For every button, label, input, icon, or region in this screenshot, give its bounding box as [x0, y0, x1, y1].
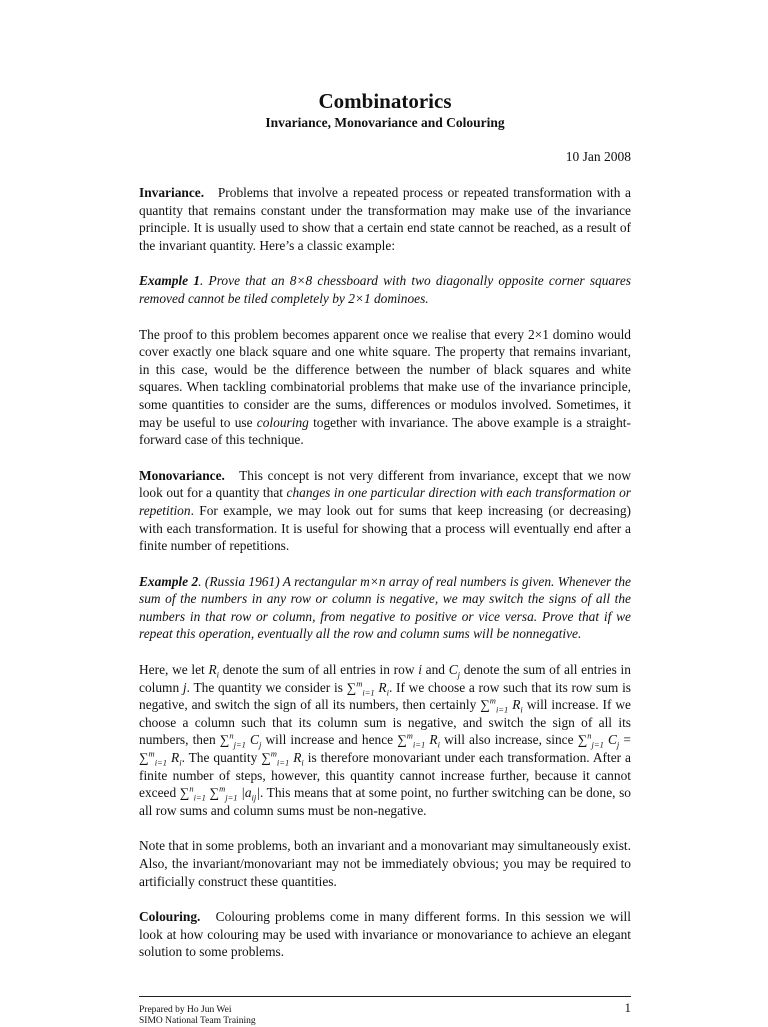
example-1-label: Example 1: [139, 273, 200, 289]
proof-2-paragraph: Here, we let $R_i$ denote the sum of all entries in row i and $C_j$ denote the sum of all entries in column j. The quantity we consider is ∑$^m_{i=1}$ $R_i$. If we choose a row such that its row sum is negative, and switch the sign of all its numbers, then certainly ∑$^m_{i=1}$ $R_i$ will increase. If we choose a column such that its column sum is negative, and switch the sign of all its numbers, then ∑$^n_{j=1}$ $C_j$ will increase and hence ∑$^m_{i=1}$ $R_i$ will also increase, since ∑$^n_{j=1}$ $C_j = \sum^m_{i=1}$ $R_i$. The quantity ∑$^m_{i=1}$ $R_i$ is therefore monovariant under each transformation. After a finite number of steps, however, this quantity cannot increase further, because it cannot exceed ∑$^n_{i=1}$ ∑$^m_{j=1}$ $|a_{ij}|$. This means that at some point, no further switching can be done, so all row sums and column sums must be non-negative.: [139, 662, 631, 818]
monovariance-text-b: . For example, we may look out for sums that keep increasing (or decreasing) with each transformation. It is useful for showing that a process will eventually end after a finite number of repetitions.: [139, 502, 631, 554]
invariance-text: Problems that involve a repeated process or repeated transformation with a quantity that remains constant under the transformation may make use of the invariance principle. It is usually used to show that a certain end state cannot be reached, as a result of the invariant quantity. Here’s a classic example:: [139, 185, 631, 253]
invariance-paragraph: [139, 184, 631, 254]
monovariance-text-a: This concept is not very different from invariance, except that we now look out for a quantity that: [139, 467, 631, 501]
colouring-heading: Colouring.: [139, 909, 201, 925]
note-paragraph: Note that in some problems, both an invariant and a monovariant may simultaneously exist. Also, the invariant/monovariant may not be immediately obvious; you may be required to artificially construct these quantities.: [139, 838, 631, 889]
page-footer: [139, 996, 631, 1027]
document-date: 10 Jan 2008: [565, 149, 631, 164]
proof-1-emphasis: colouring: [256, 414, 309, 430]
proof-1-text-a: The proof to this problem becomes apparent once we realise that every 2×1 domino would cover exactly one black square and one white square. The property that remains invariant, in this case, would be the difference between the number of black squares and white squares. When tackling combinatorial problems that make use of the invariance principle, some quantities to consider are the sums, differences or modulos involved. Sometimes, it may be useful to use: [139, 326, 631, 430]
monovariance-emphasis: changes in one particular direction with each transformation or repetition: [139, 485, 631, 518]
page-number: 1: [624, 1000, 631, 1015]
example-2: Example 2. (Russia 1961) A rectangular m×n array of real numbers is given. Whenever the sum of the numbers in any row or column is negative, we may switch the signs of all the numbers in that row or column, from negative to positive or vice versa. Prove that if we repeat this operation, eventually all the row and column sums will be nonnegative.: [139, 573, 631, 642]
footer-program: SIMO National Team Training: [139, 1016, 256, 1026]
example-1: Example 1. Prove that an 8×8 chessboard with two diagonally opposite corner squares removed cannot be tiled completely by 2×1 dominoes.: [139, 273, 631, 306]
monovariance-paragraph: [139, 467, 631, 555]
example-2-label: Example 2: [139, 573, 199, 589]
proof-1-paragraph: [139, 326, 631, 449]
page-subtitle: Invariance, Monovariance and Colouring: [265, 115, 505, 130]
invariance-heading: Invariance.: [139, 185, 205, 200]
monovariance-heading: Monovariance.: [139, 467, 225, 483]
proof-1-text-b: together with invariance. The above example is a straight-forward case of this technique.: [139, 414, 631, 448]
page-title: Combinatorics: [318, 89, 452, 113]
footer-author: Prepared by Ho Jun Wei: [139, 1005, 232, 1015]
document-page: [139, 88, 631, 961]
example-2-text: (Russia 1961) A rectangular m×n array of real numbers is given. Whenever the sum of the numbers in any row or column is negative, we may switch the signs of all the numbers in that row or column, from negative to positive or vice versa. Prove that if we repeat this operation, eventually all the row and column sums will be nonnegative.: [139, 573, 631, 642]
colouring-paragraph: [139, 908, 631, 961]
example-1-text: Prove that an 8×8 chessboard with two diagonally opposite corner squares removed cannot be tiled completely by 2×1 dominoes.: [139, 273, 631, 306]
colouring-text: Colouring problems come in many different forms. In this session we will look at how colouring may be used with invariance or monovariance to achieve an elegant solution to some problems.: [139, 909, 631, 960]
